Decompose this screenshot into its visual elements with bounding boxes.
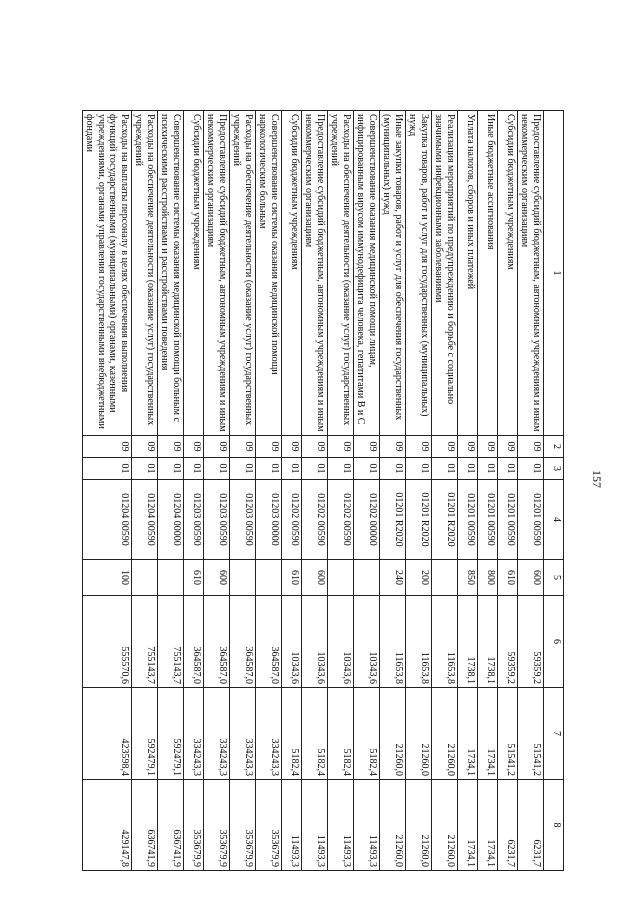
chapter-code: 09 (458, 436, 478, 458)
expense-type-code: 240 (380, 560, 406, 596)
chapter-code: 09 (204, 436, 230, 458)
table-row (256, 111, 282, 871)
chapter-code: 09 (354, 436, 380, 458)
table-row (83, 111, 132, 871)
page-number: 157 (590, 470, 604, 488)
section-code: 01 (498, 458, 518, 480)
expense-type-code: 800 (478, 560, 498, 596)
amount-col-7: 51541,2 (498, 688, 518, 780)
row-description: Реализация мероприятий по предупреждению и борьбе с социально значимыми инфекционными заболеваниями (432, 111, 458, 436)
table-row (204, 111, 230, 871)
amount-col-6: 755143,7 (158, 596, 184, 688)
row-description: Совершенствование оказания медицинской помощи лицам, инфицированным вирусом иммунодефицита человека, гепатитами В и С (354, 111, 380, 436)
section-code: 01 (458, 458, 478, 480)
column-header: 1 (544, 111, 564, 436)
table-row (230, 111, 256, 871)
table-row (458, 111, 478, 871)
amount-col-7: 334243,3 (204, 688, 230, 780)
amount-col-6: 59359,2 (498, 596, 518, 688)
section-code: 01 (83, 458, 132, 480)
target-article-code: 01203 00590 (184, 480, 204, 560)
amount-col-7: 21260,0 (432, 688, 458, 780)
row-description: Иные бюджетные ассигнования (478, 111, 498, 436)
target-article-code: 01203 00000 (256, 480, 282, 560)
row-description: Иные закупки товаров, работ и услуг для обеспечения государственных (муниципальных) нужд (380, 111, 406, 436)
target-article-code: 01201 00590 (498, 480, 518, 560)
amount-col-8: 353679,9 (184, 780, 204, 871)
target-article-code: 01201 00590 (458, 480, 478, 560)
row-description: Предоставление субсидий бюджетным, автономным учреждениям и иным некоммерческим организациям (518, 111, 544, 436)
section-code: 01 (184, 458, 204, 480)
section-code: 01 (432, 458, 458, 480)
table-row (354, 111, 380, 871)
column-header: 7 (544, 688, 564, 780)
chapter-code: 09 (132, 436, 158, 458)
table-row (498, 111, 518, 871)
amount-col-8: 1734,1 (458, 780, 478, 871)
amount-col-8: 636741,9 (158, 780, 184, 871)
amount-col-7: 5182,4 (282, 688, 302, 780)
column-header: 8 (544, 780, 564, 871)
amount-col-6: 10343,6 (354, 596, 380, 688)
amount-col-6: 10343,6 (302, 596, 328, 688)
expense-type-code (230, 560, 256, 596)
amount-col-7: 5182,4 (302, 688, 328, 780)
chapter-code: 09 (256, 436, 282, 458)
amount-col-7: 334243,3 (256, 688, 282, 780)
amount-col-7: 423598,4 (83, 688, 132, 780)
amount-col-6: 364587,0 (184, 596, 204, 688)
table-row (406, 111, 432, 871)
expense-type-code: 600 (302, 560, 328, 596)
chapter-code: 09 (184, 436, 204, 458)
row-description: Расходы на выплаты персоналу в целях обеспечения выполнения функций государственными (муниципальными) органами, казенными учреждениями, органами управления государственными внебюджетными фондами (83, 111, 132, 436)
rotated-table-container (31, 110, 564, 870)
amount-col-8: 11493,3 (282, 780, 302, 871)
amount-col-8: 429147,8 (83, 780, 132, 871)
row-description: Расходы на обеспечение деятельности (оказание услуг) государственных учреждений (328, 111, 354, 436)
expense-type-code (328, 560, 354, 596)
amount-col-7: 21260,0 (406, 688, 432, 780)
target-article-code: 01202 00000 (354, 480, 380, 560)
table-row (518, 111, 544, 871)
chapter-code: 09 (83, 436, 132, 458)
row-description: Субсидии бюджетным учреждениям (498, 111, 518, 436)
expense-type-code: 610 (498, 560, 518, 596)
expense-type-code: 610 (282, 560, 302, 596)
section-code: 01 (354, 458, 380, 480)
target-article-code: 01203 00590 (204, 480, 230, 560)
chapter-code: 09 (380, 436, 406, 458)
row-description: Субсидии бюджетным учреждениям (282, 111, 302, 436)
section-code: 01 (132, 458, 158, 480)
target-article-code: 01201 00590 (518, 480, 544, 560)
amount-col-6: 10343,6 (328, 596, 354, 688)
amount-col-8: 21260,0 (406, 780, 432, 871)
amount-col-7: 592479,1 (158, 688, 184, 780)
table-row (328, 111, 354, 871)
row-description: Уплата налогов, сборов и иных платежей (458, 111, 478, 436)
target-article-code: 01201 R2020 (406, 480, 432, 560)
column-header: 3 (544, 458, 564, 480)
amount-col-8: 21260,0 (432, 780, 458, 871)
amount-col-7: 1734,1 (458, 688, 478, 780)
amount-col-6: 364587,0 (204, 596, 230, 688)
amount-col-7: 1734,1 (478, 688, 498, 780)
amount-col-7: 334243,3 (230, 688, 256, 780)
amount-col-8: 11493,3 (328, 780, 354, 871)
row-description: Совершенствование системы оказания медицинской помощи наркологическим больным (256, 111, 282, 436)
section-code: 01 (282, 458, 302, 480)
row-description: Закупка товаров, работ и услуг для государственных (муниципальных) нужд (406, 111, 432, 436)
amount-col-6: 59359,2 (518, 596, 544, 688)
expense-type-code: 610 (184, 560, 204, 596)
expense-type-code: 600 (518, 560, 544, 596)
row-description: Субсидии бюджетным учреждениям (184, 111, 204, 436)
amount-col-6: 10343,6 (282, 596, 302, 688)
expense-type-code: 200 (406, 560, 432, 596)
amount-col-6: 11653,8 (406, 596, 432, 688)
target-article-code: 01204 00590 (132, 480, 158, 560)
expense-type-code (354, 560, 380, 596)
amount-col-6: 11653,8 (432, 596, 458, 688)
chapter-code: 09 (302, 436, 328, 458)
target-article-code: 01202 00590 (328, 480, 354, 560)
amount-col-8: 353679,9 (230, 780, 256, 871)
table-row (302, 111, 328, 871)
expense-type-code (256, 560, 282, 596)
section-code: 01 (328, 458, 354, 480)
chapter-code: 09 (432, 436, 458, 458)
chapter-code: 09 (478, 436, 498, 458)
target-article-code: 01202 00590 (282, 480, 302, 560)
amount-col-6: 755143,7 (132, 596, 158, 688)
table-row (158, 111, 184, 871)
section-code: 01 (380, 458, 406, 480)
amount-col-7: 21260,0 (380, 688, 406, 780)
amount-col-8: 1734,1 (478, 780, 498, 871)
column-header: 5 (544, 560, 564, 596)
target-article-code: 01204 00590 (83, 480, 132, 560)
amount-col-7: 592479,1 (132, 688, 158, 780)
section-code: 01 (256, 458, 282, 480)
target-article-code: 01203 00590 (230, 480, 256, 560)
expense-type-code: 600 (204, 560, 230, 596)
target-article-code: 01201 R2020 (432, 480, 458, 560)
chapter-code: 09 (498, 436, 518, 458)
chapter-code: 09 (230, 436, 256, 458)
expense-type-code (432, 560, 458, 596)
expense-type-code: 850 (458, 560, 478, 596)
section-code: 01 (204, 458, 230, 480)
section-code: 01 (518, 458, 544, 480)
chapter-code: 09 (158, 436, 184, 458)
chapter-code: 09 (406, 436, 432, 458)
amount-col-7: 51541,2 (518, 688, 544, 780)
table-row (132, 111, 158, 871)
target-article-code: 01201 R2020 (380, 480, 406, 560)
table-row (432, 111, 458, 871)
table-body (83, 111, 544, 871)
row-description: Совершенствование системы оказания медицинской помощи больным с психическими расстройствами и расстройствами поведения (158, 111, 184, 436)
expense-type-code: 100 (83, 560, 132, 596)
table-row (282, 111, 302, 871)
section-code: 01 (302, 458, 328, 480)
amount-col-8: 6231,7 (518, 780, 544, 871)
table-row (380, 111, 406, 871)
amount-col-6: 1738,1 (458, 596, 478, 688)
target-article-code: 01201 00590 (478, 480, 498, 560)
amount-col-6: 364587,0 (230, 596, 256, 688)
target-article-code: 01202 00590 (302, 480, 328, 560)
chapter-code: 09 (328, 436, 354, 458)
row-description: Расходы на обеспечение деятельности (оказание услуг) государственных учреждений (230, 111, 256, 436)
target-article-code: 01204 00000 (158, 480, 184, 560)
amount-col-7: 5182,4 (328, 688, 354, 780)
table-header-row (544, 111, 564, 871)
section-code: 01 (478, 458, 498, 480)
amount-col-6: 555570,6 (83, 596, 132, 688)
amount-col-8: 21260,0 (380, 780, 406, 871)
table-row (478, 111, 498, 871)
section-code: 01 (158, 458, 184, 480)
chapter-code: 09 (518, 436, 544, 458)
amount-col-7: 5182,4 (354, 688, 380, 780)
amount-col-8: 636741,9 (132, 780, 158, 871)
amount-col-6: 364587,0 (256, 596, 282, 688)
expense-type-code (158, 560, 184, 596)
amount-col-8: 353679,9 (204, 780, 230, 871)
column-header: 6 (544, 596, 564, 688)
amount-col-8: 353679,9 (256, 780, 282, 871)
section-code: 01 (406, 458, 432, 480)
amount-col-8: 11493,3 (302, 780, 328, 871)
chapter-code: 09 (282, 436, 302, 458)
amount-col-7: 334243,3 (184, 688, 204, 780)
amount-col-6: 1738,1 (478, 596, 498, 688)
row-description: Предоставление субсидий бюджетным, автономным учреждениям и иным некоммерческим организациям (204, 111, 230, 436)
budget-table (82, 110, 564, 871)
column-header: 4 (544, 480, 564, 560)
row-description: Расходы на обеспечение деятельности (оказание услуг) государственных учреждений (132, 111, 158, 436)
amount-col-8: 6231,7 (498, 780, 518, 871)
section-code: 01 (230, 458, 256, 480)
table-row (184, 111, 204, 871)
column-header: 2 (544, 436, 564, 458)
amount-col-8: 11493,3 (354, 780, 380, 871)
amount-col-6: 11653,8 (380, 596, 406, 688)
row-description: Предоставление субсидий бюджетным, автономным учреждениям и иным некоммерческим организациям (302, 111, 328, 436)
expense-type-code (132, 560, 158, 596)
